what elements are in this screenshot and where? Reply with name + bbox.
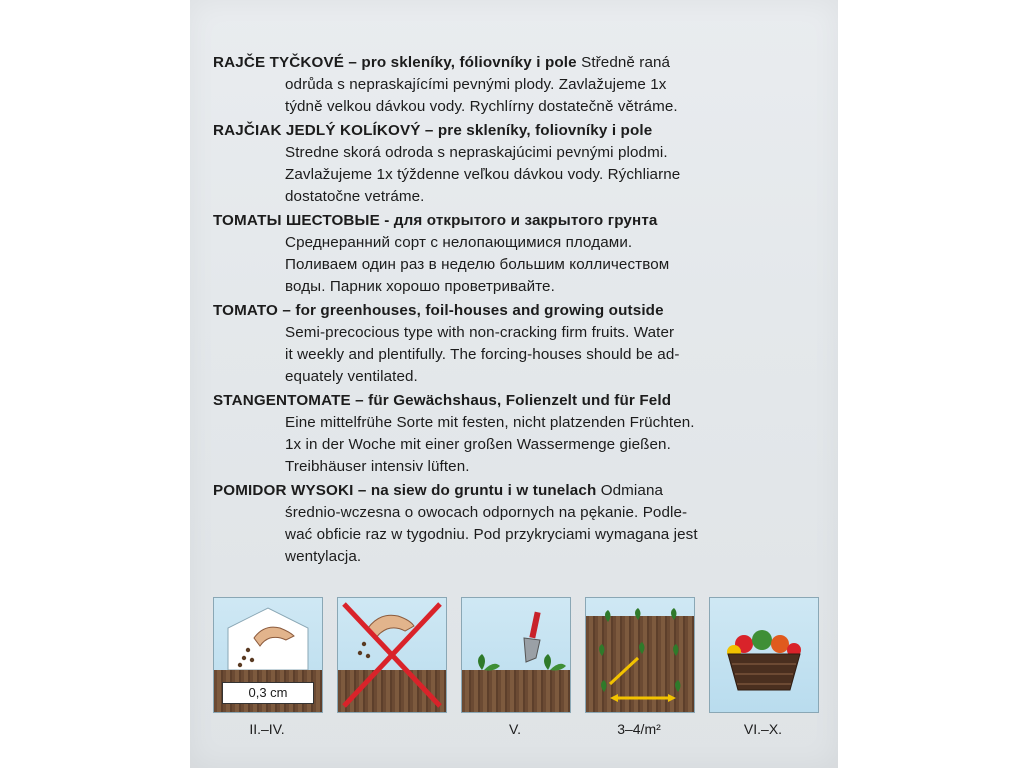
text-block-czech [213,52,823,118]
block-line: wentylacja. [285,548,362,565]
harvest-basket-icon [709,597,819,713]
block-heading: STANGENTOMATE – für Gewächshaus, Folienzelt und für Feld [213,392,672,409]
transplant-period-label: V. [509,721,521,737]
block-line: it weekly and plentifully. The forcing-houses should be ad- [285,346,680,363]
block-line: equately ventilated. [285,368,418,385]
block-line: 1x in der Woche mit einer großen Wassermenge gießen. [285,436,671,453]
block-line: Поливаем один раз в неделю большим колличеством [285,256,670,273]
block-heading: TOMATO – for greenhouses, foil-houses and growing outside [213,302,664,319]
block-heading: RAJČE TYČKOVÉ – pro skleníky, fóliovníky i pole [213,54,577,71]
block-line: Semi-precocious type with non-cracking firm fruits. Water [285,324,675,341]
text-block-polish [213,480,823,568]
block-line: wać obficie raz w tygodniu. Pod przykryciami wymagana jest [285,526,698,543]
block-line: Stredne skorá odroda s nepraskajúcimi pevnými plodmi. [285,144,668,161]
spacing-label: 3–4/m² [617,721,661,737]
block-line: Zavlažujeme 1x týždenne veľkou dávkou vody. Rýchliarne [285,166,681,183]
plant-spacing-icon [585,597,695,713]
block-heading: RAJČIAK JEDLÝ KOLÍKOVÝ – pre skleníky, foliovníky i pole [213,122,653,139]
block-heading: POMIDOR WYSOKI – na siew do gruntu i w tunelach [213,482,597,499]
transplant-seedlings-icon [461,597,571,713]
harvest-period-label: VI.–X. [743,721,783,737]
instruction-icons [213,597,825,767]
block-heading: ТОМАТЫ ШЕСТОВЫЕ - для открытого и закрытого грунта [213,212,658,229]
block-line: Eine mittelfrühe Sorte mit festen, nicht platzenden Früchten. [285,414,695,431]
text-block-german [213,390,823,478]
block-line: воды. Парник хорошо проветривайте. [285,278,555,295]
block-line: Среднеранний сорт с нелопающимися плодами. [285,234,633,251]
text-block-slovak [213,120,823,208]
block-line: odrůda s nepraskajícími pevnými plody. Zavlažujeme 1x [285,76,667,93]
block-line: Treibhäuser intensiv lüften. [285,458,470,475]
block-line: średnio-wczesna o owocach odpornych na pękanie. Podle- [285,504,688,521]
sowing-depth: 0,3 cm [222,682,314,704]
no-direct-sowing-icon [337,597,447,713]
description-text [213,52,823,570]
sowing-period-label: II.–IV. [249,721,285,737]
block-line: dostatočne vetráme. [285,188,425,205]
text-block-english [213,300,823,388]
block-first-line: Odmiana [596,482,664,499]
block-first-line: Středně raná [576,54,671,71]
seed-packet-back [190,0,838,768]
text-block-russian [213,210,823,298]
block-line: týdně velkou dávkou vody. Rychlírny dostatečně větráme. [285,98,678,115]
sowing-in-greenhouse-icon [213,597,323,713]
